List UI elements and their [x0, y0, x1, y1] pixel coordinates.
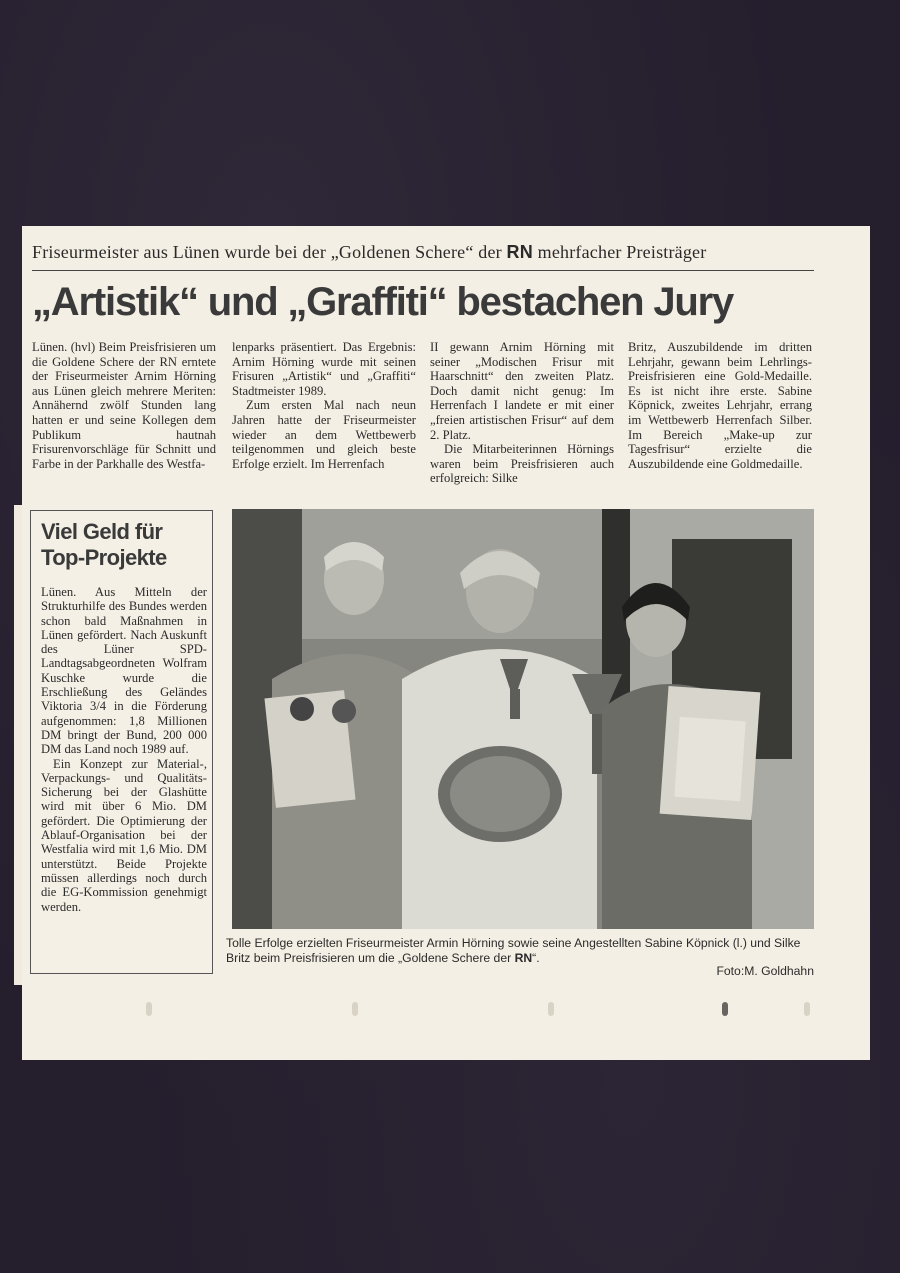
caption-brand: RN	[514, 951, 533, 965]
award-photo	[232, 509, 814, 929]
sidebar-title: Viel Geld für Top-Projekte	[41, 519, 167, 570]
kicker-rule	[32, 270, 814, 271]
punch-mark	[146, 1002, 152, 1016]
photo-credit: Foto:M. Goldhahn	[716, 964, 814, 978]
newspaper-clipping	[22, 226, 870, 1060]
article-paragraph: lenparks präsentiert. Das Ergebnis: Arnim Hörning wurde mit seinen Frisuren „Artistik“ und „Graffiti“ Stadtmeister 1989.	[232, 340, 416, 398]
article-column-4	[628, 340, 812, 471]
caption-text: Tolle Erfolge erzielten Friseurmeister Armin Hörning sowie seine Angestellten Sabine Köpnick (l.) und Silke Britz beim Preisfrisieren um die „Goldene Schere der	[226, 936, 801, 965]
punch-mark	[722, 1002, 728, 1016]
article-paragraph: Die Mitarbeiterinnen Hörnings waren beim Preisfrisieren auch erfolgreich: Silke	[430, 442, 614, 486]
article-paragraph: II gewann Arnim Hörning mit seiner „Modischen Frisur mit Haarschnitt“ den zweiten Platz. Doch damit nicht genug: Im Herrenfach I landete er mit einer „freien artistischen Frisur“ auf dem 2. Platz.	[430, 340, 614, 442]
sidebar-body	[41, 585, 207, 914]
punch-mark	[548, 1002, 554, 1016]
sidebar-paragraph: Lünen. Aus Mitteln der Strukturhilfe des Bundes werden schon bald Maßnahmen in Lünen gefördert. Nach Auskunft des Lüner SPD-Landtagsabgeordneten Wolfram Kuschke wurde die Erschließung des Geländes Viktoria 3/4 in die Förderung aufgenommen: 1,8 Millionen DM bringt der Bund, 200 000 DM das Land noch 1989 auf.	[41, 585, 207, 757]
kicker-line	[32, 242, 812, 263]
sidebar-paragraph: Ein Konzept zur Material-, Verpackungs- und Qualitäts-Sicherung bei der Glashütte wird mit über 6 Mio. DM gefördert. Die Optimierung der Ablauf-Organisation bei der Westfalia wird mit 1,6 Mio. DM unterstützt. Beide Projekte müssen allerdings noch durch die EG-Kommission genehmigt werden.	[41, 756, 207, 914]
punch-mark	[804, 1002, 810, 1016]
caption-text-end: “.	[532, 951, 540, 965]
kicker-text-end: mehrfacher Preisträger	[532, 242, 707, 262]
article-column-1	[32, 340, 216, 471]
article-paragraph: Britz, Auszubildende im dritten Lehrjahr, gewann beim Lehrlings-Preisfrisieren eine Gold-Medaille. Es ist nicht ihre erste. Sabine Köpnick, zweites Lehrjahr, errang im Wettbewerb Herrenfach Silber. Im Bereich „Make-up zur Tagesfrisur“ erzielte die Auszubildende eine Goldmedaille.	[628, 340, 812, 471]
kicker-text: Friseurmeister aus Lünen wurde bei der „Goldenen Schere“ der	[32, 242, 507, 262]
article-paragraph: Zum ersten Mal nach neun Jahren hatte der Friseurmeister wieder an dem Wettbewerb teilgenommen und gleich beste Erfolge erzielt. Im Herrenfach	[232, 398, 416, 471]
award-photo-image	[232, 509, 814, 929]
punch-mark	[352, 1002, 358, 1016]
kicker-brand: RN	[506, 242, 533, 262]
article-column-2	[232, 340, 416, 471]
sidebar-box	[30, 510, 213, 974]
article-column-3	[430, 340, 614, 486]
article-paragraph: Lünen. (hvl) Beim Preisfrisieren um die Goldene Schere der RN erntete der Friseurmeister Arnim Hörning aus Lünen gleich mehrere Meriten: Annähernd zwölf Stunden lang hatten er und seine Kollegen dem Publikum hautnah Frisurenvorschläge für Schnitt und Farbe in der Parkhalle des Westfa-	[32, 340, 216, 471]
photo-caption	[226, 936, 826, 966]
headline: „Artistik“ und „Graffiti“ bestachen Jury	[32, 280, 734, 324]
